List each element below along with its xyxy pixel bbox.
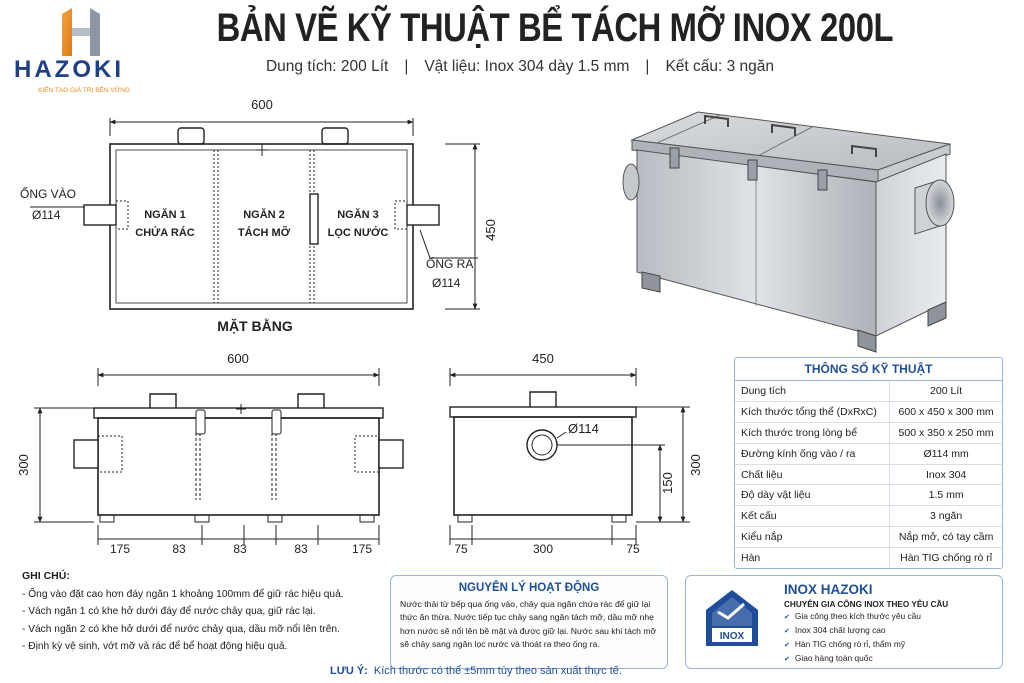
front-height-dim: 300 bbox=[16, 454, 31, 476]
spec-value: 500 x 350 x 250 mm bbox=[890, 422, 1002, 443]
spec-value: 600 x 450 x 300 mm bbox=[890, 401, 1002, 422]
list-item: ✔ Gia công theo kích thước yêu cầu bbox=[784, 610, 921, 624]
subtitle-material: Vật liệu: Inox 304 dày 1.5 mm bbox=[424, 58, 630, 75]
table-row bbox=[735, 464, 1002, 485]
notes-title: GHI CHÚ: bbox=[22, 570, 70, 582]
inlet-size: Ø114 bbox=[32, 208, 61, 222]
footnote-text: Kích thước có thể ±5mm tùy theo sản xuất thực tế. bbox=[373, 665, 622, 677]
subtitle-capacity: Dung tích: 200 Lít bbox=[265, 58, 389, 75]
table-row bbox=[735, 548, 1002, 568]
note-item: - Ống vào đặt cao hơn đáy ngăn 1 khoảng 100mm để giữ rác hiệu quả. bbox=[22, 588, 344, 600]
spec-value: 200 Lít bbox=[890, 381, 1002, 401]
note-item: - Vách ngăn 2 có khe hở dưới để nước chảy qua, dầu mỡ nổi lên trên. bbox=[22, 623, 340, 635]
inox-icon-label: INOX bbox=[719, 631, 745, 642]
spec-label: Kích thước tổng thể (DxRxC) bbox=[735, 401, 890, 422]
table-row bbox=[735, 506, 1002, 527]
side-pipe-height-dim: 150 bbox=[660, 472, 675, 494]
side-pipe-label: Ø114 bbox=[568, 421, 599, 436]
chamber-3-name: NGĂN 3 bbox=[337, 209, 379, 221]
side-bottom-dim-3: 75 bbox=[626, 542, 640, 556]
specs-table bbox=[734, 357, 1003, 569]
company-feature-list bbox=[784, 610, 921, 666]
spec-label: Kích thước trong lòng bể bbox=[735, 422, 890, 443]
spec-value: Hàn TIG chống rò rỉ bbox=[890, 548, 1002, 568]
list-item: ✔ Giao hàng toàn quốc bbox=[784, 652, 921, 666]
table-row bbox=[735, 401, 1002, 422]
table-row bbox=[735, 485, 1002, 506]
footnote-label: LƯU Ý: bbox=[330, 665, 368, 677]
spec-label: Kiểu nắp bbox=[735, 527, 890, 548]
subtitle-structure: Kết cấu: 3 ngăn bbox=[665, 58, 775, 75]
spec-label: Hàn bbox=[741, 552, 761, 565]
principle-title: NGUYÊN LÝ HOẠT ĐỘNG bbox=[458, 582, 600, 594]
front-view bbox=[34, 368, 403, 545]
chamber-2-function: TÁCH MỠ bbox=[237, 227, 291, 239]
plan-view-caption: MẶT BẰNG bbox=[217, 318, 293, 334]
working-principle-box bbox=[390, 575, 668, 669]
spec-label: Chất liệu bbox=[735, 464, 890, 485]
spec-value: Ø114 mm bbox=[890, 443, 1002, 464]
inox-house-icon bbox=[704, 588, 760, 648]
side-bottom-dim-2: 300 bbox=[532, 542, 554, 556]
page-title: BẢN VẼ KỸ THUẬT BỂ TÁCH MỠ INOX 200L bbox=[216, 6, 894, 50]
outlet-size: Ø114 bbox=[432, 276, 461, 290]
note-item: - Vách ngăn 1 có khe hở dưới đáy để nước chảy qua, giữ rác lại. bbox=[22, 606, 316, 618]
tank-3d-render bbox=[623, 112, 954, 352]
table-row bbox=[735, 443, 1002, 464]
chamber-1-name: NGĂN 1 bbox=[144, 209, 186, 221]
spec-label: Độ dày vật liệu bbox=[735, 485, 890, 506]
drawing-labels bbox=[16, 97, 703, 556]
plan-width-dim: 600 bbox=[251, 97, 273, 112]
front-bottom-dim-3: 83 bbox=[233, 542, 247, 556]
company-subtitle: CHUYÊN GIA CÔNG INOX THEO YÊU CẦU bbox=[784, 600, 949, 609]
company-title: INOX HAZOKI bbox=[784, 582, 873, 597]
footnote bbox=[330, 665, 750, 677]
side-bottom-dim-1: 75 bbox=[454, 542, 468, 556]
brand-name: HAZOKI bbox=[14, 56, 124, 83]
spec-value: Nắp mở, có tay cầm bbox=[890, 527, 1002, 548]
subtitle-separator: | bbox=[645, 58, 650, 75]
table-row bbox=[735, 422, 1002, 443]
front-bottom-dim-2: 83 bbox=[172, 542, 186, 556]
side-view bbox=[450, 368, 690, 545]
list-item: ✔ Inox 304 chất lượng cao bbox=[784, 624, 921, 638]
plan-depth-dim: 450 bbox=[483, 219, 498, 241]
brand-slogan: KIẾN TẠO GIÁ TRỊ BỀN VỮNG bbox=[38, 87, 130, 94]
outlet-label: ỐNG RA bbox=[426, 257, 474, 271]
notes-section bbox=[22, 568, 362, 656]
spec-value: 1.5 mm bbox=[890, 485, 1002, 506]
spec-label: Dung tích bbox=[735, 381, 890, 401]
chamber-2-name: NGĂN 2 bbox=[243, 209, 285, 221]
list-item: ✔ Hàn TIG chống rò rỉ, thẩm mỹ bbox=[784, 638, 921, 652]
side-width-dim: 450 bbox=[532, 351, 554, 366]
spec-label: Đường kính ống vào / ra bbox=[735, 443, 890, 464]
spec-value: 3 ngăn bbox=[890, 506, 1002, 527]
inlet-label: ỐNG VÀO bbox=[20, 187, 77, 201]
chamber-1-function: CHỨA RÁC bbox=[135, 227, 195, 239]
front-width-dim: 600 bbox=[227, 351, 249, 366]
subtitle-separator: | bbox=[404, 58, 409, 75]
table-row bbox=[735, 381, 1002, 401]
table-row bbox=[735, 527, 1002, 548]
side-height-dim: 300 bbox=[688, 454, 703, 476]
note-item: - Định kỳ vệ sinh, vớt mỡ và rác để bể hoạt động hiệu quả. bbox=[22, 641, 288, 653]
front-bottom-dim-1: 175 bbox=[109, 542, 131, 556]
specs-title: THÔNG SỐ KỸ THUẬT bbox=[735, 358, 1002, 381]
front-bottom-dim-4: 83 bbox=[294, 542, 308, 556]
company-box bbox=[685, 575, 1003, 669]
spec-label: Kết cấu bbox=[735, 506, 890, 527]
spec-value: Inox 304 bbox=[890, 464, 1002, 485]
principle-body: Nước thải từ bếp qua ống vào, chảy qua ngăn chứa rác để giữ lại thức ăn thừa. Nước tiếp tục chảy sang ngăn tách mỡ, dầu mỡ nhẹ hơn nước sẽ nổi lên bề mặt và được giữ lại. Nước sau khi tách mỡ sẽ chảy sang ngăn lọc nước và thoát ra theo ống ra. bbox=[400, 599, 657, 650]
front-bottom-dim-5: 175 bbox=[351, 542, 373, 556]
chamber-3-function: LỌC NƯỚC bbox=[327, 227, 389, 239]
